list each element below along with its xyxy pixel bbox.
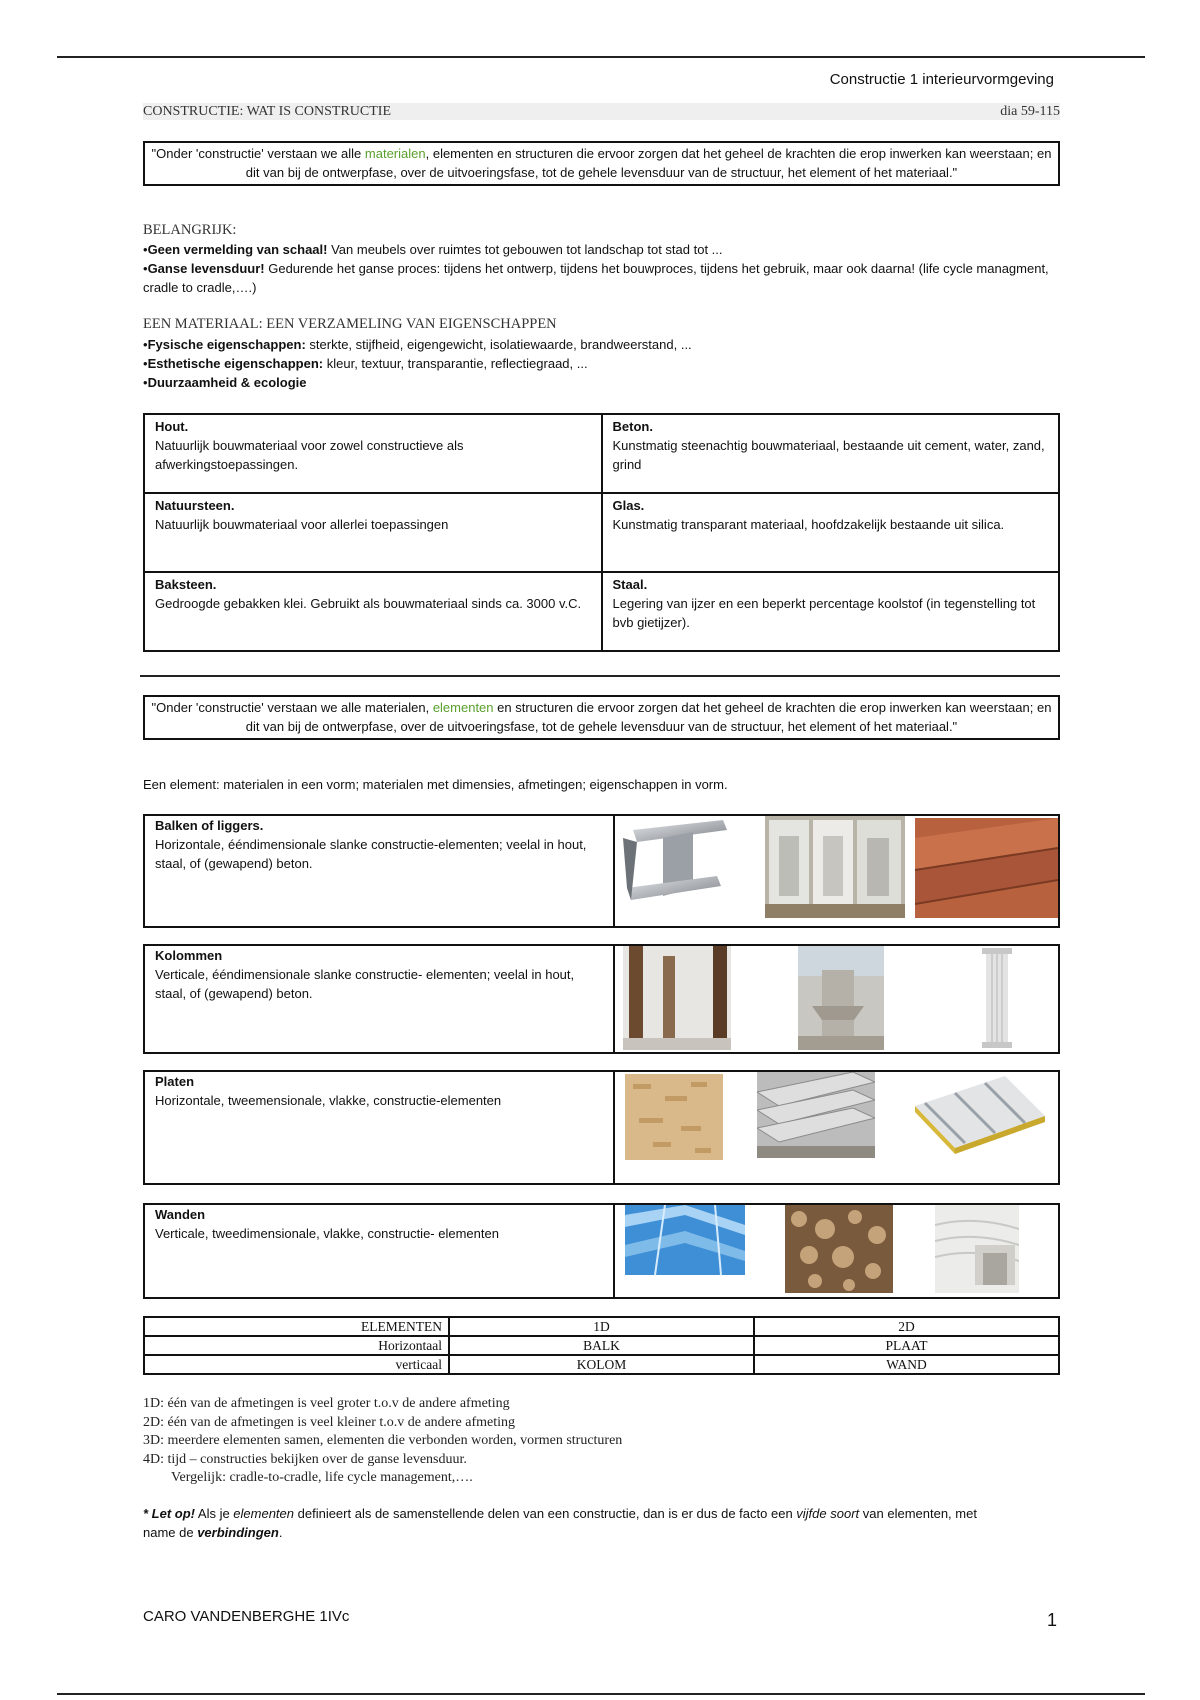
element-text: Wanden Verticale, tweedimensionale, vlakke, constructie- elementen xyxy=(145,1205,615,1297)
materials-table xyxy=(143,413,1060,652)
footer-author: CARO VANDENBERGHE 1IVc xyxy=(143,1608,350,1625)
quote-text-before: "Onder 'constructie' verstaan we alle xyxy=(151,146,365,161)
belangrijk-heading: BELANGRIJK: xyxy=(143,222,237,238)
steel-ibeam-image xyxy=(623,818,728,902)
element-platen xyxy=(143,1070,1060,1185)
precast-slabs-image xyxy=(757,1072,875,1158)
table-cell: 2D xyxy=(754,1317,1059,1336)
definition-quote-elements xyxy=(143,695,1060,740)
table-row xyxy=(144,572,1059,651)
list-item: • Ganse levensduur! Gedurende het ganse proces: tijdens het ontwerp, tijdens het bouwproces, tijdens het gebruik, maar ook daarna! (life cycle managment, cradle to cradle,….) xyxy=(143,259,1060,297)
quote-highlight: elementen xyxy=(432,700,494,715)
element-text: Balken of liggers. Horizontale, ééndimensionale slanke constructie-elementen; veelal in hout, staal, of (gewapend) beton. xyxy=(145,816,615,926)
course-title: Constructie 1 interieurvormgeving xyxy=(829,71,1054,88)
page-number: 1 xyxy=(1046,1610,1057,1630)
quote-highlight: materialen xyxy=(364,146,426,161)
material-cell-beton: Beton. Kunstmatig steenachtig bouwmateriaal, bestaande uit cement, water, zand, grind xyxy=(602,414,1060,493)
let-op-note: * Let op! Als je elementen definieert als de samenstellende delen van een constructie, dan is er dus de facto een vijfde soort van elementen, met name de verbindingen. xyxy=(143,1506,977,1540)
section-title: CONSTRUCTIE: WAT IS CONSTRUCTIE xyxy=(143,104,392,119)
element-text: Platen Horizontale, tweemensionale, vlakke, constructie-elementen xyxy=(145,1072,615,1183)
top-rule xyxy=(57,56,1145,58)
section-divider xyxy=(140,675,1060,677)
concrete-column-image xyxy=(798,946,884,1050)
element-balken xyxy=(143,814,1060,928)
list-item: • Fysische eigenschappen: sterkte, stijfheid, eigengewicht, isolatiewaarde, brandweerstand, ... xyxy=(143,335,1060,354)
table-cell: BALK xyxy=(449,1336,754,1355)
concrete-beams-image xyxy=(765,816,905,918)
textured-wall-image xyxy=(785,1205,893,1293)
slides-ref: dia 59-115 xyxy=(1000,104,1060,119)
dimensions-table xyxy=(143,1316,1060,1375)
interior-columns-image xyxy=(623,946,731,1050)
table-cell: ELEMENTEN xyxy=(144,1317,449,1336)
element-wanden xyxy=(143,1203,1060,1299)
materiaal-heading: EEN MATERIAAL: EEN VERZAMELING VAN EIGENSCHAPPEN xyxy=(143,316,557,332)
table-header-row xyxy=(144,1317,1059,1336)
note-line: 1D: één van de afmetingen is veel groter t.o.v de andere afmeting xyxy=(143,1396,510,1411)
definition-quote-materials xyxy=(143,141,1060,186)
element-text: Kolommen Verticale, ééndimensionale slanke constructie- elementen; veelal in hout, staal, of (gewapend) beton. xyxy=(145,946,615,1052)
table-cell: Horizontaal xyxy=(144,1336,449,1355)
note-line: 3D: meerdere elementen samen, elementen die verbonden worden, vormen structuren xyxy=(143,1433,623,1448)
table-cell: KOLOM xyxy=(449,1355,754,1374)
table-row xyxy=(144,1355,1059,1374)
table-cell: verticaal xyxy=(144,1355,449,1374)
timber-beams-image xyxy=(915,818,1058,918)
belangrijk-list xyxy=(143,240,1060,297)
table-cell: PLAAT xyxy=(754,1336,1059,1355)
material-cell-baksteen: Baksteen. Gedroogde gebakken klei. Gebruikt als bouwmateriaal sinds ca. 3000 v.C. xyxy=(144,572,602,651)
bottom-rule xyxy=(57,1693,1145,1695)
quote-text-after: en structuren die ervoor zorgen dat het geheel de krachten die erop inwerken kan weerstaan; en dit van bij de ontwerpfase, over de uitvoeringsfase, tot de gehele levensduur van de structuur, het element of het materiaal." xyxy=(245,700,1052,734)
list-item: • Geen vermelding van schaal! Van meubels over ruimtes tot gebouwen tot landschap tot stad tot ... xyxy=(143,240,1060,259)
classical-column-image xyxy=(980,946,1014,1050)
element-kolommen xyxy=(143,944,1060,1054)
material-cell-hout: Hout. Natuurlijk bouwmateriaal voor zowel constructieve als afwerkingstoepassingen. xyxy=(144,414,602,493)
table-row xyxy=(144,1336,1059,1355)
section-bar xyxy=(143,103,1060,120)
material-cell-glas: Glas. Kunstmatig transparant materiaal, hoofdzakelijk bestaande uit silica. xyxy=(602,493,1060,572)
table-cell: WAND xyxy=(754,1355,1059,1374)
glass-wall-image xyxy=(625,1205,745,1275)
relief-wall-image xyxy=(935,1205,1019,1293)
list-item: • Duurzaamheid & ecologie xyxy=(143,373,1060,392)
let-op-label: * Let op! xyxy=(143,1506,195,1521)
osb-board-image xyxy=(625,1074,723,1160)
element-definition: Een element: materialen in een vorm; materialen met dimensies, afmetingen; eigenschappen in vorm. xyxy=(143,777,728,792)
quote-text-after: , elementen en structuren die ervoor zorgen dat het geheel de krachten die erop inwerken kan weerstaan; en dit van bij de ontwerpfase, over de uitvoeringsfase, tot de gehele levensduur van de structuur, het element of het materiaal." xyxy=(245,146,1052,180)
material-cell-natuursteen: Natuursteen. Natuurlijk bouwmateriaal voor allerlei toepassingen xyxy=(144,493,602,572)
note-line: 4D: tijd – constructies bekijken over de ganse levensduur. xyxy=(143,1451,467,1467)
note-line: Vergelijk: cradle-to-cradle, life cycle management,…. xyxy=(171,1470,473,1485)
table-cell: 1D xyxy=(449,1317,754,1336)
note-line: 2D: één van de afmetingen is veel kleiner t.o.v de andere afmeting xyxy=(143,1414,516,1430)
quote-text-before: "Onder 'constructie' verstaan we alle materialen, xyxy=(151,700,433,715)
materiaal-list xyxy=(143,335,1060,392)
table-row xyxy=(144,414,1059,493)
dimension-notes xyxy=(143,1395,622,1488)
sandwich-panel-image xyxy=(915,1076,1045,1154)
material-cell-staal: Staal. Legering van ijzer en een beperkt percentage koolstof (in tegenstelling tot bvb gietijzer). xyxy=(602,572,1060,651)
list-item: • Esthetische eigenschappen: kleur, textuur, transparantie, reflectiegraad, ... xyxy=(143,354,1060,373)
table-row xyxy=(144,493,1059,572)
